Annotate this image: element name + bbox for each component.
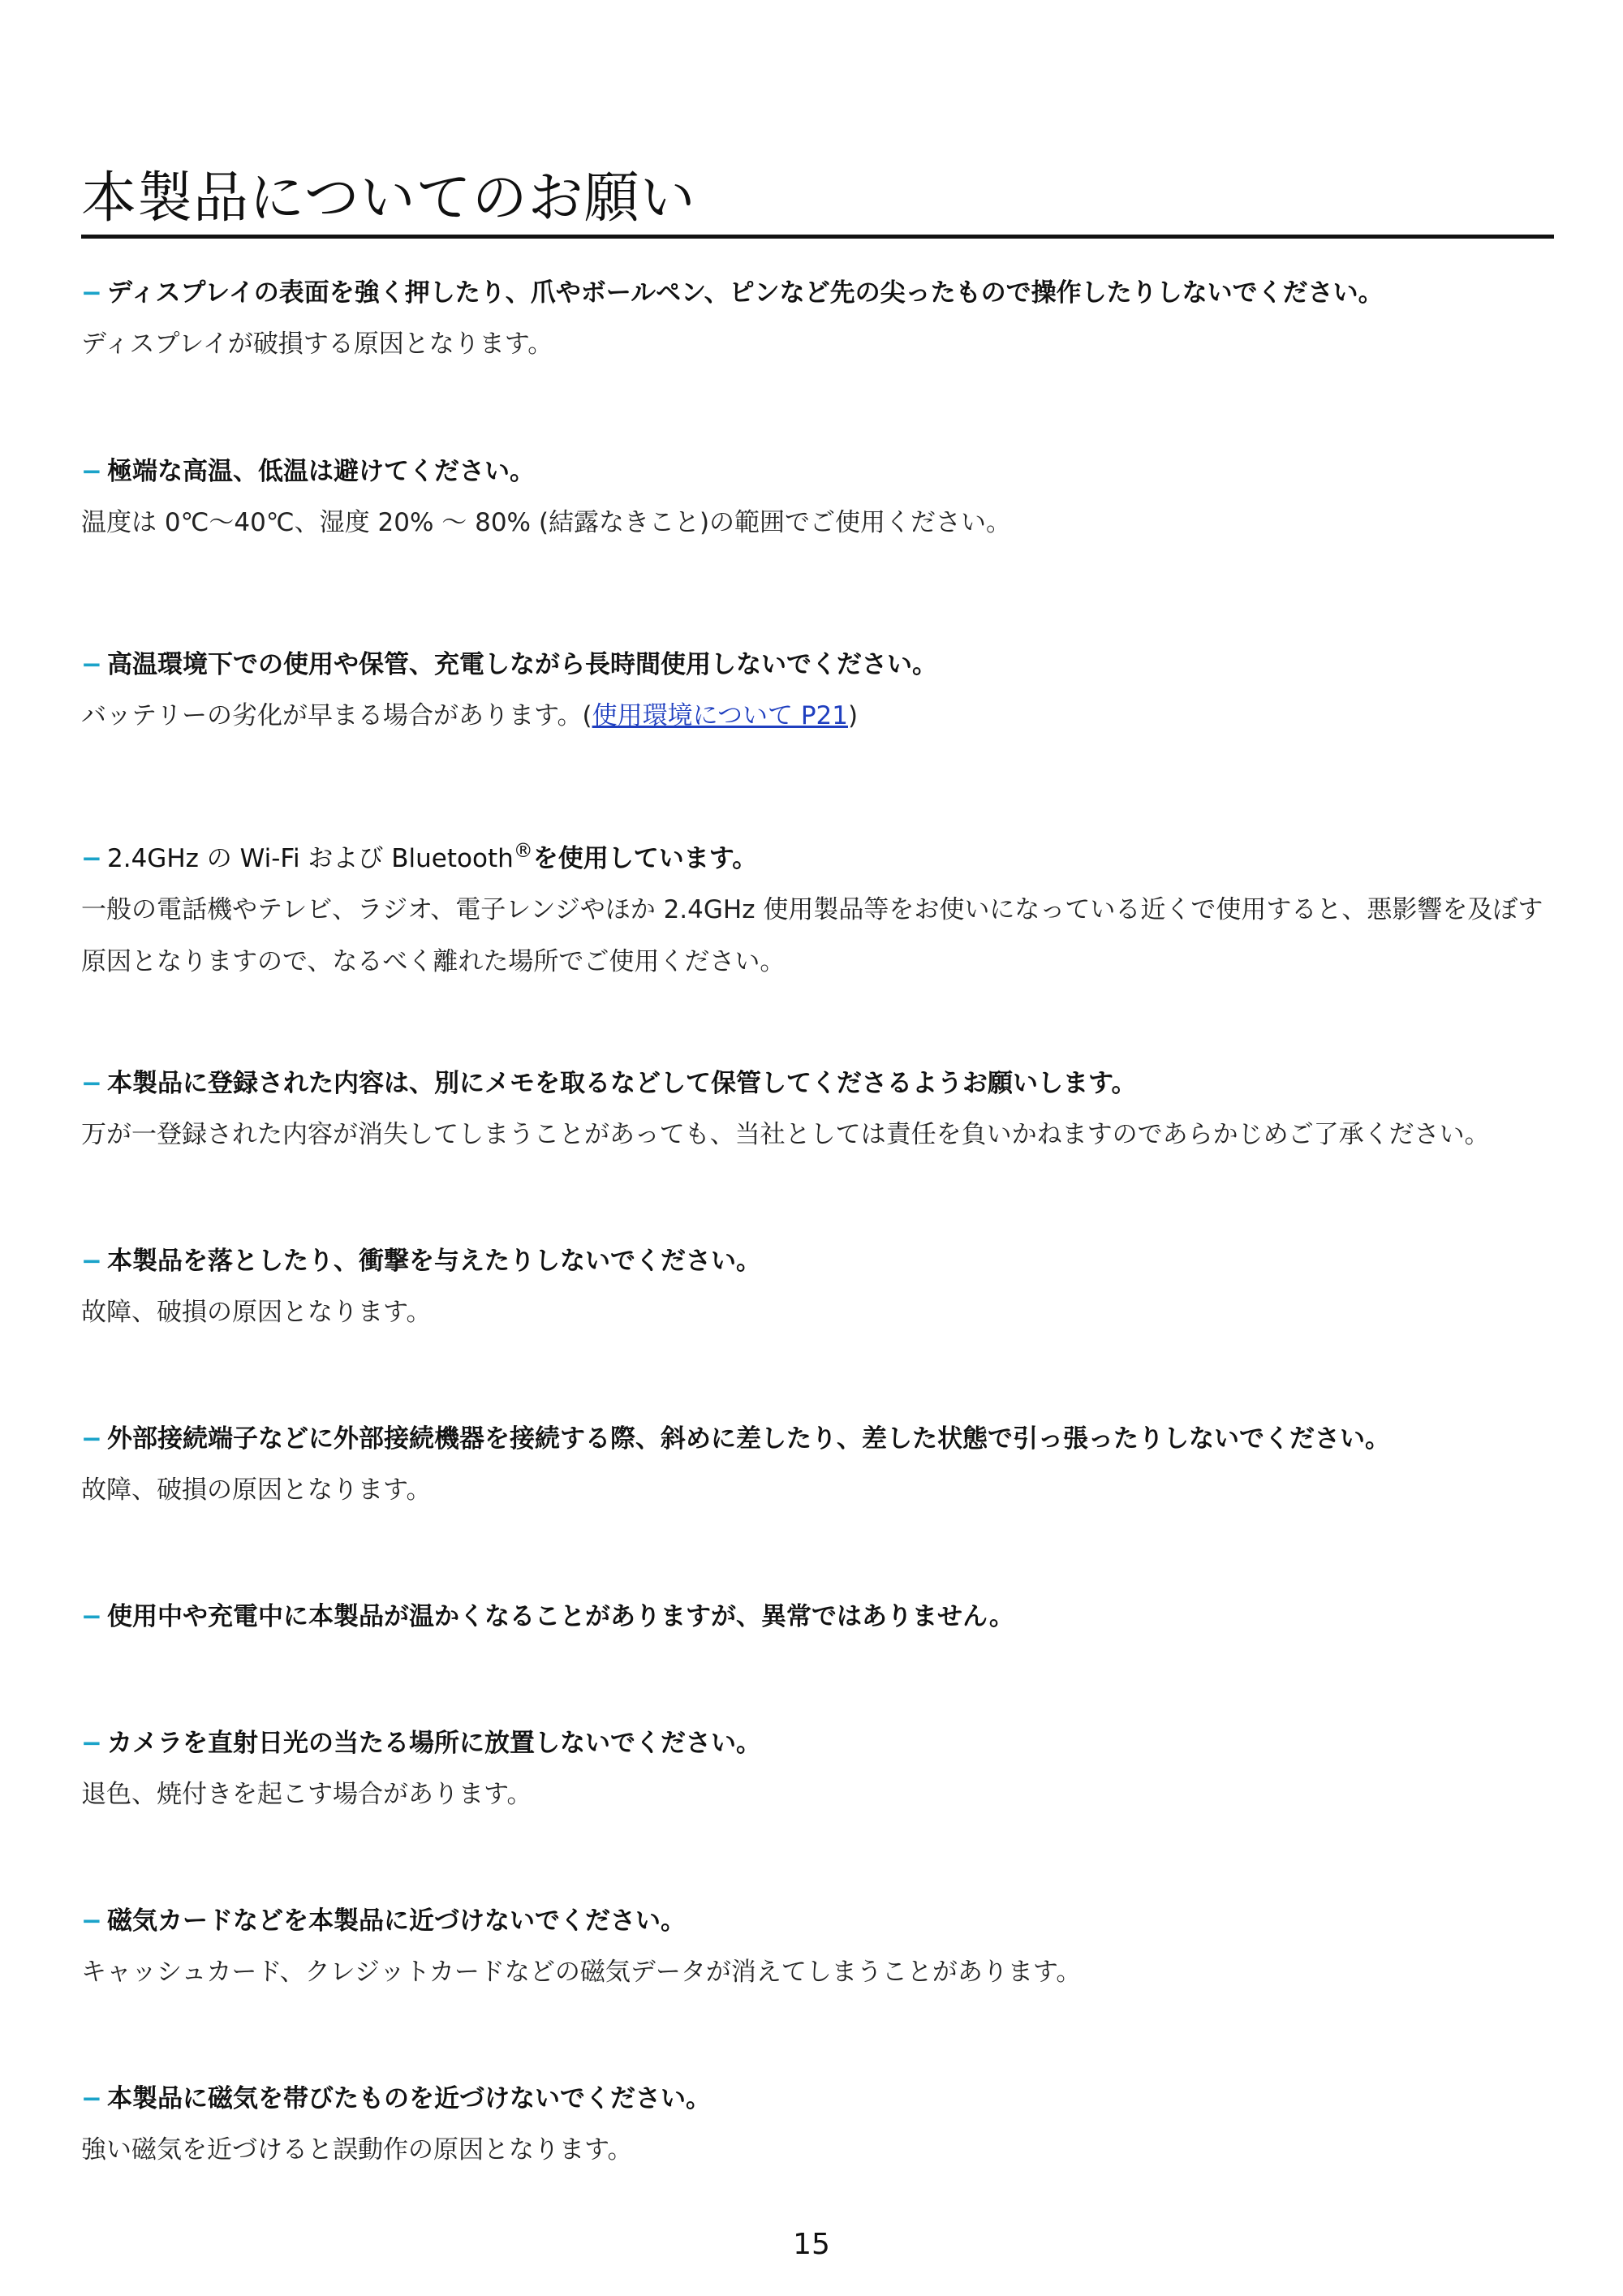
notice-heading	[81, 646, 1566, 683]
notice-body: キャッシュカード、クレジットカードなどの磁気データが消えてしまうことがあります。	[81, 1958, 1082, 1987]
notice-body: 故障、破損の原因となります。	[81, 1298, 432, 1327]
notice-body-text: )	[848, 701, 859, 730]
dash-marker: −	[81, 2084, 102, 2113]
notice-body: 退色、焼付きを起こす場合があります。	[81, 1780, 532, 1809]
notice-heading-text: 2.4GHz の Wi-Fi および Bluetooth	[107, 844, 514, 873]
notice-body: 故障、破損の原因となります。	[81, 1475, 432, 1505]
notice-heading-text: を使用しています。	[532, 844, 758, 873]
page-number: 15	[793, 2228, 830, 2261]
notice-body: ディスプレイが破損する原因となります。	[81, 330, 553, 359]
notice-body: 万が一登録された内容が消失してしまうことがあっても、当社としては責任を負いかねますのであらかじめご了承ください。	[81, 1120, 1490, 1149]
dash-marker: −	[81, 650, 102, 679]
notice-heading	[81, 1598, 1566, 1635]
notice-heading-text: 磁気カードなどを本製品に近づけないでください。	[107, 1906, 686, 1936]
notice-heading-text: 本製品を落としたり、衝撃を与えたりしないでください。	[107, 1247, 761, 1276]
notice-heading-text: ディスプレイの表面を強く押したり、爪やボールペン、ピンなど先の尖ったもので操作したりしないでください。	[107, 278, 1384, 308]
page-title: 本製品についてのお願い	[81, 166, 696, 230]
notice-heading-text: 本製品に登録された内容は、別にメモを取るなどして保管してくださるようお願いします。	[107, 1069, 1137, 1098]
dash-marker: −	[81, 1247, 102, 1276]
notice-drop	[81, 1243, 1566, 1338]
notice-heading	[81, 1725, 1566, 1762]
notice-heading	[81, 1243, 1566, 1280]
dash-marker: −	[81, 1906, 102, 1936]
title-divider	[81, 235, 1554, 239]
dash-marker: −	[81, 1424, 102, 1454]
notice-heading	[81, 832, 1566, 877]
usage-environment-link[interactable]: 使用環境について P21	[592, 701, 848, 730]
notice-body-text: バッテリーの劣化が早まる場合があります。(	[81, 701, 592, 730]
dash-marker: −	[81, 457, 102, 486]
notice-heading-text: 外部接続端子などに外部接続機器を接続する際、斜めに差したり、差した状態で引っ張ったりしないでください。	[107, 1424, 1390, 1454]
dash-marker: −	[81, 844, 102, 873]
notice-connector	[81, 1420, 1566, 1516]
notice-magnetic-objects	[81, 2080, 1566, 2176]
notice-heading-text: 使用中や充電中に本製品が温かくなることがありますが、異常ではありません。	[107, 1602, 1014, 1631]
notice-heading	[81, 2080, 1566, 2117]
notice-display-pressure	[81, 274, 1566, 370]
notice-data-backup	[81, 1065, 1566, 1161]
notice-magnetic-cards	[81, 1902, 1566, 1998]
notice-wireless	[81, 832, 1566, 988]
notice-heading-text: 高温環境下での使用や保管、充電しながら長時間使用しないでください。	[107, 650, 937, 679]
notice-camera-sunlight	[81, 1725, 1566, 1820]
notice-heading	[81, 453, 1566, 490]
notice-high-temperature-use	[81, 646, 1566, 742]
notice-heading-text: 極端な高温、低温は避けてください。	[107, 457, 535, 486]
notice-heading-text: カメラを直射日光の当たる場所に放置しないでください。	[107, 1729, 761, 1758]
registered-trademark-mark: ®	[513, 839, 533, 862]
notice-heading-text: 本製品に磁気を帯びたものを近づけないでください。	[107, 2084, 711, 2113]
dash-marker: −	[81, 1069, 102, 1098]
notice-heading	[81, 1065, 1566, 1102]
notice-heading	[81, 1420, 1566, 1458]
notice-body: 温度は 0℃〜40℃、湿度 20% 〜 80% (結露なきこと)の範囲でご使用ください。	[81, 508, 1012, 537]
notice-body: 強い磁気を近づけると誤動作の原因となります。	[81, 2135, 633, 2165]
notice-heat	[81, 1598, 1566, 1635]
notice-temperature	[81, 453, 1566, 549]
notice-heading	[81, 274, 1566, 312]
dash-marker: −	[81, 1729, 102, 1758]
notice-heading	[81, 1902, 1566, 1940]
dash-marker: −	[81, 1602, 102, 1631]
notice-body: 一般の電話機やテレビ、ラジオ、電子レンジやほか 2.4GHz 使用製品等をお使いになっている近くで使用すると、悪影響を及ぼす原因となりますので、なるべく離れた場所でご使用ください。	[81, 895, 1543, 976]
notice-body	[81, 690, 1566, 742]
dash-marker: −	[81, 278, 102, 308]
